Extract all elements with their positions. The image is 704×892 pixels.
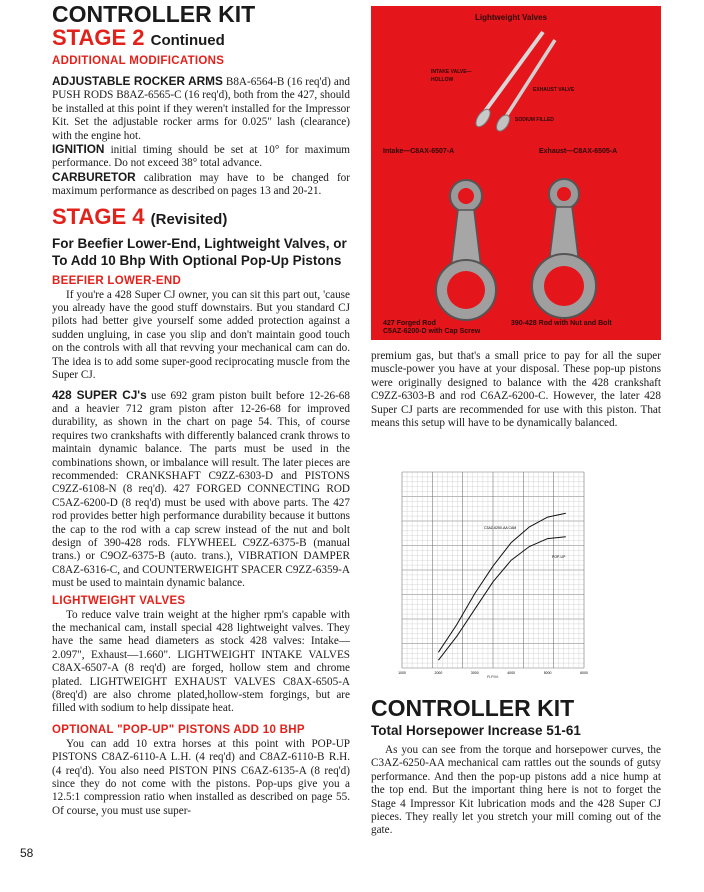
page-number: 58	[20, 846, 34, 860]
rocker-paragraph: ADJUSTABLE ROCKER ARMS B8A-6564-B (16 req'd) and PUSH RODS B8AZ-6565-C (16 req'd), both from the 427, should be installed at this point if they weren't installed for the Impressor Kit. Set the adjustable rocker arms for 0.025" lash (clearance) with the engine hot.	[52, 74, 351, 142]
x-tick-label: 4000	[507, 671, 516, 675]
beefier-paragraph: If you're a 428 Super CJ owner, you can sit this part out, 'cause you already have the good stuff downstairs. But you standard CJ pilots had better give yourself some added protection against a sudden ungluing, in case you slip and don't maintain good touch on the controls with all that revving your mechanical cam can do. The idea is to add some super-good reciprocating muscle from the Super CJ.	[52, 288, 350, 382]
popup-heading: OPTIONAL "POP-UP" PISTONS ADD 10 BHP	[52, 723, 305, 736]
chart-annotation: C3AZ-6250-AA CAM	[484, 525, 517, 530]
x-tick-label: 1000	[398, 671, 406, 675]
carb-paragraph: CARBURETOR calibration may have to be changed for maximum performance as described on pages 13 and 20-21.	[52, 169, 350, 198]
ignition-paragraph: IGNITION initial timing should be set at 10° for maximum performance. Do not exceed 38° total advance.	[52, 142, 350, 170]
supercj-paragraph: 428 SUPER CJ's use 692 gram piston built before 12-26-68 and a heavier 712 gram piston after 12-26-68 for improved durability, as shown in the chart on page 54. This, of course requires two crankshafts with differently balanced crank throws to maintain dynamic balance. The parts must be used in the combinations shown, or imbalance will result. The later pieces are recommended: CRANKSHAFT C9ZZ-6303-D and PISTONS C9ZZ-6108-N (8 req'd). 427 FORGED CONNECTING ROD C5AZ-6200-D (8 req'd) must be used with above parts. The 427 rod provides better high performance durability because it buttons the cap to the rod with a cap screw instead of the nut and bolt design of 390-428 rods. FLYWHEEL C9ZZ-6375-B (manual trans.) or C9OZ-6375-B (auto. trans.), VIBRATION DAMPER C8AZ-6316-C, and COUNTERWEIGHT SPACER C9ZZ-6359-A must be used to maintain dynamic balance.	[52, 387, 350, 590]
x-tick-label: 6000	[580, 671, 588, 675]
intake-valve-label: INTAKE VALVE— HOLLOW	[431, 69, 472, 83]
hp-torque-chart	[398, 470, 588, 682]
rod427-label: 427 Forged Rod C5AZ-6200-D with Cap Screw	[383, 320, 481, 335]
exhaust-part-label: Exhaust—C8AX-6505-A	[539, 148, 618, 155]
valves-illustration	[371, 6, 661, 340]
beefier-heading: BEEFIER LOWER-END	[52, 274, 182, 287]
continued-paragraph: premium gas, but that's a small price to pay for all the super muscle-power you have at your disposal. These pop-up pistons were originally designed to balance with the 428 crankshaft C9ZZ-6303-B and rod C6AZ-6200-C. However, the later 428 Super CJ parts are recommended for use with this piston. That means this setup will have to be dynamically balanced.	[371, 350, 661, 430]
photo-title: Lightweight Valves	[475, 13, 548, 22]
popup-paragraph: You can add 10 extra horses at this point with POP-UP PISTONS C8AZ-6110-A L.H. (4 req'd) and C8AZ-6110-B R.H. (4 req'd). You also need PISTON PINS C6AZ-6135-A (8 req'd) since they do not come with the pistons. Pop-ups give you a 12.5:1 compression ratio when installed as described on page 55. Of course, you must use super-	[52, 737, 350, 817]
sodium-label: SODIUM FILLED	[515, 117, 554, 123]
lw-valves-heading: LIGHTWEIGHT VALVES	[52, 594, 186, 607]
chart-xlabel: R.P.M.	[487, 674, 499, 679]
rod-427	[436, 180, 496, 320]
rod-390-428	[532, 179, 596, 318]
stage2-heading: STAGE 2 Continued	[52, 25, 225, 50]
left-column	[52, 0, 350, 818]
chart-annotation: POP-UP	[552, 555, 566, 560]
rod390-label: 390-428 Rod with Nut and Bolt	[511, 320, 612, 327]
stage4-subheading: For Beefier Lower-End, Lightweight Valves, or To Add 10 Bhp With Optional Pop-Up Pistons	[52, 235, 347, 268]
page-title: CONTROLLER KIT	[52, 1, 256, 27]
hp-increase-subtitle: Total Horsepower Increase 51-61	[371, 723, 581, 738]
exhaust-valve-label: EXHAUST VALVE	[533, 87, 575, 93]
hp-paragraph: As you can see from the torque and horsepower curves, the C3AZ-6250-AA mechanical cam rattles out the sounds of gutsy performance. And then the pop-up pistons add a nice hump at the top end. But the important thing here is not to forget the Stage 4 Impressor Kit lubrication mods and the 428 Super CJ pieces. They really let you stretch your mill coming out of the gate.	[371, 744, 661, 837]
x-tick-label: 2000	[434, 671, 443, 675]
lw-valves-paragraph: To reduce valve train weight at the higher rpm's capable with the mechanical cam, install special 428 lightweight valves. They have the same head diameters as stock 428 valves: Intake—2.097", Exhaust—1.660". LIGHTWEIGHT INTAKE VALVES C8AX-6507-A (8 req'd) are forged, hollow stem and chrome plated. LIGHTWEIGHT EXHAUST VALVES C8AX-6505-A (8req'd) are also chrome plated,hollow-stem forgings, but are filled with sodium to help dissipate heat.	[52, 608, 350, 715]
additional-mods-heading: ADDITIONAL MODIFICATIONS	[52, 55, 225, 67]
x-tick-label: 5000	[543, 671, 552, 675]
x-tick-label: 3000	[470, 671, 479, 675]
stage4-heading: STAGE 4 (Revisited)	[52, 203, 228, 229]
parts-photo	[371, 6, 661, 340]
controller-kit-title: CONTROLLER KIT	[371, 695, 575, 721]
intake-part-label: Intake—C8AX-6507-A	[383, 148, 455, 155]
